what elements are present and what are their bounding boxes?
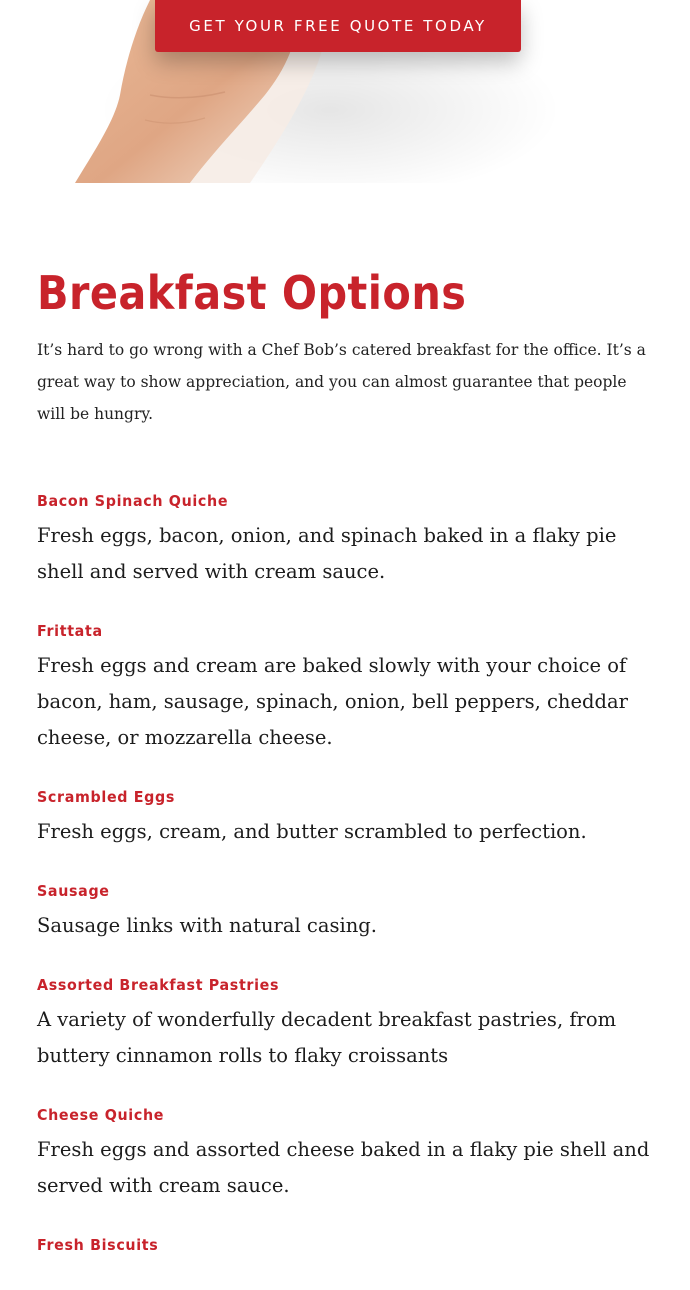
menu-item-name: Fresh Biscuits <box>37 1236 159 1254</box>
menu-item-description: Fresh eggs, cream, and butter scrambled to perfection. <box>37 820 587 843</box>
menu-item <box>37 784 657 850</box>
menu-item-description: Fresh eggs and assorted cheese baked in a flaky pie shell and served with cream sauce. <box>37 1138 650 1197</box>
menu-item <box>37 1102 657 1204</box>
menu-item <box>37 1232 657 1258</box>
section-intro: It’s hard to go wrong with a Chef Bob’s catered breakfast for the office. It’s a great way to show appreciation, and you can almost guarantee that people will be hungry. <box>37 341 646 423</box>
hero-banner <box>0 0 690 183</box>
menu-list <box>37 488 657 1258</box>
menu-item <box>37 618 657 756</box>
menu-item-name: Assorted Breakfast Pastries <box>37 976 280 994</box>
menu-item-description: Sausage links with natural casing. <box>37 914 377 937</box>
breakfast-section <box>37 264 657 1258</box>
menu-item-name: Cheese Quiche <box>37 1106 165 1124</box>
menu-item <box>37 972 657 1074</box>
menu-item <box>37 488 657 590</box>
menu-item-description: A variety of wonderfully decadent breakfast pastries, from buttery cinnamon rolls to flaky croissants <box>37 1008 617 1067</box>
menu-item-name: Scrambled Eggs <box>37 788 176 806</box>
menu-item <box>37 878 657 944</box>
free-quote-button[interactable]: GET YOUR FREE QUOTE TODAY <box>155 0 521 52</box>
menu-item-name: Sausage <box>37 882 110 900</box>
menu-item-name: Bacon Spinach Quiche <box>37 492 229 510</box>
menu-item-description: Fresh eggs and cream are baked slowly with your choice of bacon, ham, sausage, spinach, onion, bell peppers, cheddar cheese, or mozzarella cheese. <box>37 654 628 749</box>
section-title: Breakfast Options <box>37 266 467 320</box>
menu-item-description: Fresh eggs, bacon, onion, and spinach baked in a flaky pie shell and served with cream sauce. <box>37 524 617 583</box>
menu-item-name: Frittata <box>37 622 103 640</box>
